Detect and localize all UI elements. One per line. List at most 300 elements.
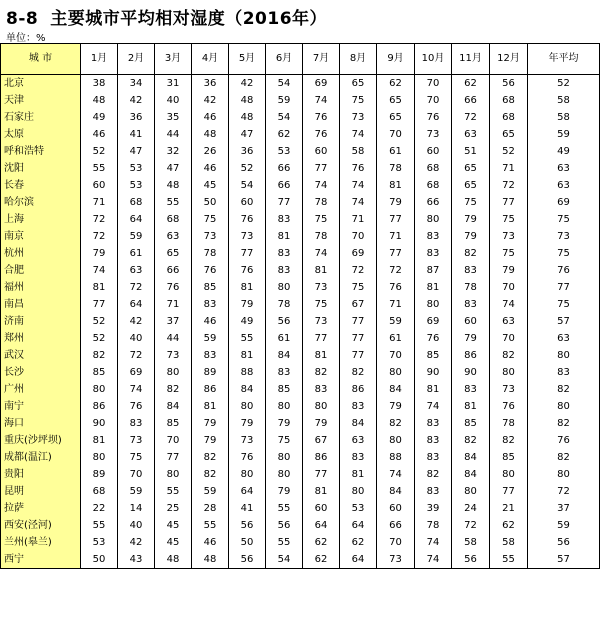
humidity-value-cell: 78 — [303, 228, 340, 245]
humidity-value-cell: 70 — [155, 432, 192, 449]
humidity-value-cell: 79 — [452, 228, 490, 245]
humidity-value-cell: 36 — [192, 75, 229, 93]
humidity-value-cell: 80 — [266, 449, 303, 466]
humidity-value-cell: 69 — [118, 364, 155, 381]
humidity-value-cell: 79 — [266, 415, 303, 432]
humidity-value-cell: 83 — [340, 449, 377, 466]
humidity-value-cell: 36 — [229, 143, 266, 160]
humidity-value-cell: 72 — [528, 483, 600, 500]
humidity-value-cell: 81 — [415, 279, 452, 296]
humidity-value-cell: 80 — [266, 398, 303, 415]
humidity-value-cell: 85 — [192, 279, 229, 296]
humidity-value-cell: 64 — [118, 296, 155, 313]
humidity-value-cell: 77 — [377, 211, 415, 228]
humidity-value-cell: 73 — [303, 279, 340, 296]
humidity-value-cell: 53 — [118, 160, 155, 177]
humidity-value-cell: 59 — [266, 92, 303, 109]
humidity-value-cell: 83 — [415, 415, 452, 432]
humidity-value-cell: 47 — [155, 160, 192, 177]
humidity-value-cell: 75 — [192, 211, 229, 228]
humidity-value-cell: 65 — [340, 75, 377, 93]
humidity-value-cell: 73 — [377, 551, 415, 569]
humidity-value-cell: 83 — [118, 415, 155, 432]
table-row — [1, 109, 600, 126]
humidity-value-cell: 61 — [377, 330, 415, 347]
humidity-value-cell: 59 — [118, 228, 155, 245]
humidity-value-cell: 82 — [155, 381, 192, 398]
humidity-value-cell: 65 — [452, 160, 490, 177]
humidity-value-cell: 78 — [377, 160, 415, 177]
humidity-value-cell: 40 — [155, 92, 192, 109]
humidity-value-cell: 55 — [490, 551, 528, 569]
humidity-value-cell: 73 — [192, 228, 229, 245]
humidity-value-cell: 88 — [229, 364, 266, 381]
humidity-value-cell: 71 — [377, 228, 415, 245]
humidity-value-cell: 81 — [340, 466, 377, 483]
humidity-value-cell: 74 — [490, 296, 528, 313]
column-header: 7月 — [303, 44, 340, 75]
humidity-value-cell: 60 — [81, 177, 118, 194]
humidity-value-cell: 55 — [155, 194, 192, 211]
humidity-value-cell: 76 — [303, 109, 340, 126]
humidity-value-cell: 79 — [229, 296, 266, 313]
city-name-cell: 昆明 — [1, 483, 81, 500]
humidity-value-cell: 46 — [192, 160, 229, 177]
humidity-value-cell: 42 — [118, 313, 155, 330]
humidity-value-cell: 81 — [303, 483, 340, 500]
city-name-cell: 杭州 — [1, 245, 81, 262]
humidity-value-cell: 68 — [415, 160, 452, 177]
humidity-value-cell: 83 — [452, 262, 490, 279]
humidity-value-cell: 77 — [303, 160, 340, 177]
humidity-value-cell: 52 — [81, 313, 118, 330]
city-name-cell: 合肥 — [1, 262, 81, 279]
humidity-value-cell: 72 — [490, 177, 528, 194]
humidity-value-cell: 71 — [155, 296, 192, 313]
humidity-value-cell: 90 — [452, 364, 490, 381]
humidity-value-cell: 58 — [452, 534, 490, 551]
humidity-value-cell: 79 — [192, 432, 229, 449]
humidity-value-cell: 80 — [415, 296, 452, 313]
humidity-value-cell: 61 — [118, 245, 155, 262]
city-name-cell: 贵阳 — [1, 466, 81, 483]
humidity-value-cell: 50 — [192, 194, 229, 211]
humidity-value-cell: 59 — [192, 483, 229, 500]
humidity-value-cell: 55 — [81, 517, 118, 534]
humidity-value-cell: 60 — [415, 143, 452, 160]
humidity-value-cell: 58 — [528, 92, 600, 109]
table-row — [1, 449, 600, 466]
humidity-value-cell: 83 — [452, 381, 490, 398]
humidity-value-cell: 75 — [452, 194, 490, 211]
humidity-value-cell: 61 — [377, 143, 415, 160]
humidity-value-cell: 78 — [490, 415, 528, 432]
humidity-value-cell: 63 — [528, 330, 600, 347]
humidity-value-cell: 66 — [452, 92, 490, 109]
humidity-value-cell: 42 — [192, 92, 229, 109]
humidity-value-cell: 62 — [490, 517, 528, 534]
humidity-value-cell: 77 — [340, 330, 377, 347]
humidity-value-cell: 82 — [452, 245, 490, 262]
humidity-value-cell: 49 — [528, 143, 600, 160]
humidity-value-cell: 72 — [81, 228, 118, 245]
humidity-value-cell: 65 — [377, 92, 415, 109]
humidity-value-cell: 60 — [377, 500, 415, 517]
city-name-cell: 福州 — [1, 279, 81, 296]
humidity-value-cell: 81 — [303, 262, 340, 279]
humidity-value-cell: 54 — [266, 109, 303, 126]
humidity-value-cell: 77 — [340, 313, 377, 330]
humidity-value-cell: 55 — [155, 483, 192, 500]
humidity-value-cell: 89 — [192, 364, 229, 381]
city-name-cell: 石家庄 — [1, 109, 81, 126]
humidity-value-cell: 56 — [528, 534, 600, 551]
column-header: 1月 — [81, 44, 118, 75]
humidity-value-cell: 64 — [118, 211, 155, 228]
humidity-value-cell: 59 — [377, 313, 415, 330]
city-name-cell: 上海 — [1, 211, 81, 228]
city-name-cell: 西宁 — [1, 551, 81, 569]
humidity-value-cell: 83 — [340, 398, 377, 415]
humidity-value-cell: 66 — [155, 262, 192, 279]
humidity-value-cell: 74 — [303, 245, 340, 262]
humidity-value-cell: 80 — [229, 398, 266, 415]
humidity-value-cell: 58 — [340, 143, 377, 160]
city-name-cell: 广州 — [1, 381, 81, 398]
humidity-value-cell: 84 — [377, 381, 415, 398]
humidity-value-cell: 51 — [452, 143, 490, 160]
humidity-value-cell: 82 — [452, 432, 490, 449]
humidity-value-cell: 63 — [528, 177, 600, 194]
humidity-value-cell: 50 — [229, 534, 266, 551]
humidity-value-cell: 68 — [155, 211, 192, 228]
humidity-value-cell: 22 — [81, 500, 118, 517]
humidity-value-cell: 77 — [377, 245, 415, 262]
humidity-value-cell: 74 — [415, 551, 452, 569]
header-row — [1, 44, 600, 75]
humidity-value-cell: 76 — [528, 432, 600, 449]
humidity-value-cell: 65 — [452, 177, 490, 194]
humidity-value-cell: 48 — [155, 177, 192, 194]
humidity-value-cell: 62 — [340, 534, 377, 551]
humidity-value-cell: 72 — [118, 347, 155, 364]
table-row — [1, 483, 600, 500]
humidity-value-cell: 78 — [452, 279, 490, 296]
city-name-cell: 武汉 — [1, 347, 81, 364]
humidity-value-cell: 52 — [81, 143, 118, 160]
humidity-value-cell: 24 — [452, 500, 490, 517]
humidity-value-cell: 82 — [528, 381, 600, 398]
humidity-value-cell: 59 — [192, 330, 229, 347]
humidity-value-cell: 74 — [340, 177, 377, 194]
humidity-value-cell: 64 — [340, 551, 377, 569]
humidity-value-cell: 68 — [118, 194, 155, 211]
humidity-value-cell: 77 — [303, 330, 340, 347]
humidity-value-cell: 78 — [266, 296, 303, 313]
humidity-value-cell: 68 — [415, 177, 452, 194]
humidity-value-cell: 82 — [528, 415, 600, 432]
humidity-value-cell: 83 — [528, 364, 600, 381]
humidity-value-cell: 77 — [155, 449, 192, 466]
humidity-value-cell: 80 — [528, 466, 600, 483]
humidity-value-cell: 59 — [528, 517, 600, 534]
humidity-value-cell: 73 — [155, 347, 192, 364]
column-header-city: 城 市 — [1, 44, 81, 75]
humidity-value-cell: 90 — [81, 415, 118, 432]
humidity-value-cell: 74 — [118, 381, 155, 398]
humidity-value-cell: 83 — [266, 211, 303, 228]
humidity-value-cell: 80 — [155, 364, 192, 381]
humidity-value-cell: 77 — [490, 194, 528, 211]
table-row — [1, 296, 600, 313]
humidity-value-cell: 76 — [303, 126, 340, 143]
humidity-value-cell: 50 — [81, 551, 118, 569]
table-row — [1, 381, 600, 398]
table-title: 主要城市平均相对湿度（2016年） — [50, 9, 328, 29]
humidity-value-cell: 77 — [81, 296, 118, 313]
table-body — [1, 75, 600, 569]
humidity-value-cell: 63 — [118, 262, 155, 279]
humidity-value-cell: 63 — [490, 313, 528, 330]
humidity-value-cell: 48 — [192, 126, 229, 143]
humidity-value-cell: 56 — [266, 313, 303, 330]
humidity-value-cell: 71 — [81, 194, 118, 211]
humidity-value-cell: 31 — [155, 75, 192, 93]
table-row — [1, 262, 600, 279]
humidity-value-cell: 62 — [303, 551, 340, 569]
humidity-value-cell: 21 — [490, 500, 528, 517]
humidity-value-cell: 80 — [81, 381, 118, 398]
table-row — [1, 228, 600, 245]
humidity-value-cell: 71 — [377, 296, 415, 313]
humidity-value-cell: 46 — [192, 534, 229, 551]
table-row — [1, 75, 600, 93]
humidity-value-cell: 56 — [229, 517, 266, 534]
humidity-value-cell: 70 — [377, 347, 415, 364]
humidity-value-cell: 72 — [81, 211, 118, 228]
humidity-value-cell: 81 — [266, 228, 303, 245]
humidity-value-cell: 83 — [415, 483, 452, 500]
humidity-value-cell: 73 — [490, 381, 528, 398]
humidity-value-cell: 80 — [229, 466, 266, 483]
humidity-value-cell: 83 — [415, 449, 452, 466]
city-name-cell: 西安(泾河) — [1, 517, 81, 534]
humidity-value-cell: 60 — [303, 143, 340, 160]
humidity-value-cell: 90 — [415, 364, 452, 381]
humidity-value-cell: 56 — [490, 75, 528, 93]
humidity-value-cell: 70 — [118, 466, 155, 483]
humidity-value-cell: 74 — [340, 194, 377, 211]
humidity-value-cell: 84 — [266, 347, 303, 364]
humidity-value-cell: 77 — [303, 466, 340, 483]
humidity-value-cell: 56 — [452, 551, 490, 569]
humidity-value-cell: 75 — [303, 296, 340, 313]
humidity-value-cell: 69 — [303, 75, 340, 93]
humidity-value-cell: 84 — [229, 381, 266, 398]
humidity-value-cell: 80 — [528, 347, 600, 364]
humidity-value-cell: 79 — [81, 245, 118, 262]
humidity-value-cell: 42 — [229, 75, 266, 93]
humidity-value-cell: 70 — [490, 279, 528, 296]
humidity-value-cell: 48 — [192, 551, 229, 569]
humidity-value-cell: 55 — [192, 517, 229, 534]
humidity-value-cell: 53 — [340, 500, 377, 517]
city-name-cell: 太原 — [1, 126, 81, 143]
humidity-value-cell: 63 — [452, 126, 490, 143]
humidity-value-cell: 70 — [415, 92, 452, 109]
humidity-value-cell: 73 — [229, 432, 266, 449]
humidity-value-cell: 78 — [303, 194, 340, 211]
city-name-cell: 天津 — [1, 92, 81, 109]
table-row — [1, 415, 600, 432]
humidity-value-cell: 74 — [303, 92, 340, 109]
humidity-value-cell: 82 — [192, 466, 229, 483]
humidity-value-cell: 86 — [81, 398, 118, 415]
humidity-value-cell: 83 — [266, 364, 303, 381]
humidity-value-cell: 85 — [155, 415, 192, 432]
humidity-value-cell: 81 — [415, 381, 452, 398]
humidity-value-cell: 76 — [415, 109, 452, 126]
humidity-value-cell: 53 — [266, 143, 303, 160]
page-title — [6, 4, 327, 29]
humidity-value-cell: 25 — [155, 500, 192, 517]
humidity-value-cell: 45 — [155, 534, 192, 551]
humidity-value-cell: 79 — [192, 415, 229, 432]
column-header: 12月 — [490, 44, 528, 75]
table-row — [1, 177, 600, 194]
humidity-value-cell: 70 — [490, 330, 528, 347]
humidity-value-cell: 70 — [340, 228, 377, 245]
humidity-table — [0, 43, 600, 569]
humidity-value-cell: 85 — [415, 347, 452, 364]
humidity-value-cell: 83 — [452, 296, 490, 313]
humidity-value-cell: 85 — [490, 449, 528, 466]
humidity-value-cell: 48 — [155, 551, 192, 569]
humidity-value-cell: 53 — [81, 534, 118, 551]
table-row — [1, 500, 600, 517]
table-row — [1, 347, 600, 364]
humidity-value-cell: 77 — [266, 194, 303, 211]
humidity-value-cell: 41 — [118, 126, 155, 143]
humidity-value-cell: 75 — [490, 245, 528, 262]
table-row — [1, 194, 600, 211]
humidity-value-cell: 73 — [229, 228, 266, 245]
humidity-value-cell: 81 — [229, 279, 266, 296]
humidity-value-cell: 72 — [340, 262, 377, 279]
humidity-value-cell: 80 — [155, 466, 192, 483]
humidity-value-cell: 82 — [340, 364, 377, 381]
humidity-value-cell: 80 — [81, 449, 118, 466]
humidity-value-cell: 79 — [377, 194, 415, 211]
humidity-value-cell: 75 — [528, 245, 600, 262]
humidity-value-cell: 74 — [303, 177, 340, 194]
humidity-value-cell: 66 — [415, 194, 452, 211]
humidity-value-cell: 80 — [528, 398, 600, 415]
humidity-value-cell: 83 — [266, 245, 303, 262]
humidity-value-cell: 73 — [303, 313, 340, 330]
humidity-value-cell: 68 — [490, 92, 528, 109]
humidity-value-cell: 76 — [528, 262, 600, 279]
humidity-value-cell: 65 — [377, 109, 415, 126]
humidity-value-cell: 76 — [490, 398, 528, 415]
humidity-value-cell: 69 — [340, 245, 377, 262]
humidity-value-cell: 70 — [377, 534, 415, 551]
humidity-value-cell: 74 — [415, 534, 452, 551]
humidity-value-cell: 80 — [340, 483, 377, 500]
humidity-value-cell: 72 — [377, 262, 415, 279]
humidity-value-cell: 80 — [303, 398, 340, 415]
humidity-value-cell: 80 — [452, 483, 490, 500]
humidity-value-cell: 79 — [452, 330, 490, 347]
city-name-cell: 重庆(沙坪坝) — [1, 432, 81, 449]
humidity-value-cell: 72 — [452, 517, 490, 534]
table-row — [1, 551, 600, 569]
column-header: 5月 — [229, 44, 266, 75]
table-row — [1, 92, 600, 109]
humidity-value-cell: 59 — [118, 483, 155, 500]
humidity-value-cell: 84 — [340, 415, 377, 432]
humidity-value-cell: 79 — [266, 483, 303, 500]
humidity-value-cell: 75 — [528, 211, 600, 228]
humidity-value-cell: 74 — [377, 466, 415, 483]
humidity-value-cell: 89 — [81, 466, 118, 483]
humidity-value-cell: 44 — [155, 330, 192, 347]
table-number: 8-8 — [6, 9, 39, 29]
humidity-value-cell: 83 — [303, 381, 340, 398]
city-name-cell: 南宁 — [1, 398, 81, 415]
humidity-value-cell: 57 — [528, 313, 600, 330]
humidity-value-cell: 42 — [118, 534, 155, 551]
humidity-value-cell: 78 — [192, 245, 229, 262]
humidity-value-cell: 87 — [415, 262, 452, 279]
humidity-value-cell: 75 — [303, 211, 340, 228]
humidity-value-cell: 80 — [266, 466, 303, 483]
table-row — [1, 160, 600, 177]
humidity-value-cell: 79 — [490, 262, 528, 279]
humidity-value-cell: 58 — [490, 534, 528, 551]
humidity-value-cell: 73 — [528, 228, 600, 245]
humidity-value-cell: 68 — [490, 109, 528, 126]
humidity-value-cell: 59 — [528, 126, 600, 143]
humidity-value-cell: 73 — [340, 109, 377, 126]
unit-label: 单位：% — [6, 33, 46, 44]
humidity-value-cell: 38 — [81, 75, 118, 93]
city-name-cell: 海口 — [1, 415, 81, 432]
column-header: 3月 — [155, 44, 192, 75]
humidity-value-cell: 48 — [229, 92, 266, 109]
humidity-value-cell: 49 — [229, 313, 266, 330]
humidity-value-cell: 82 — [528, 449, 600, 466]
humidity-value-cell: 71 — [340, 211, 377, 228]
city-name-cell: 长沙 — [1, 364, 81, 381]
humidity-value-cell: 67 — [340, 296, 377, 313]
humidity-value-cell: 79 — [229, 415, 266, 432]
humidity-value-cell: 82 — [303, 364, 340, 381]
humidity-value-cell: 47 — [118, 143, 155, 160]
humidity-value-cell: 46 — [192, 109, 229, 126]
humidity-value-cell: 81 — [229, 347, 266, 364]
humidity-value-cell: 66 — [377, 517, 415, 534]
humidity-value-cell: 54 — [266, 75, 303, 93]
humidity-value-cell: 32 — [155, 143, 192, 160]
humidity-value-cell: 88 — [377, 449, 415, 466]
column-header: 6月 — [266, 44, 303, 75]
humidity-value-cell: 69 — [528, 194, 600, 211]
humidity-value-cell: 53 — [118, 177, 155, 194]
humidity-value-cell: 60 — [452, 313, 490, 330]
humidity-value-cell: 52 — [81, 330, 118, 347]
humidity-value-cell: 80 — [490, 466, 528, 483]
